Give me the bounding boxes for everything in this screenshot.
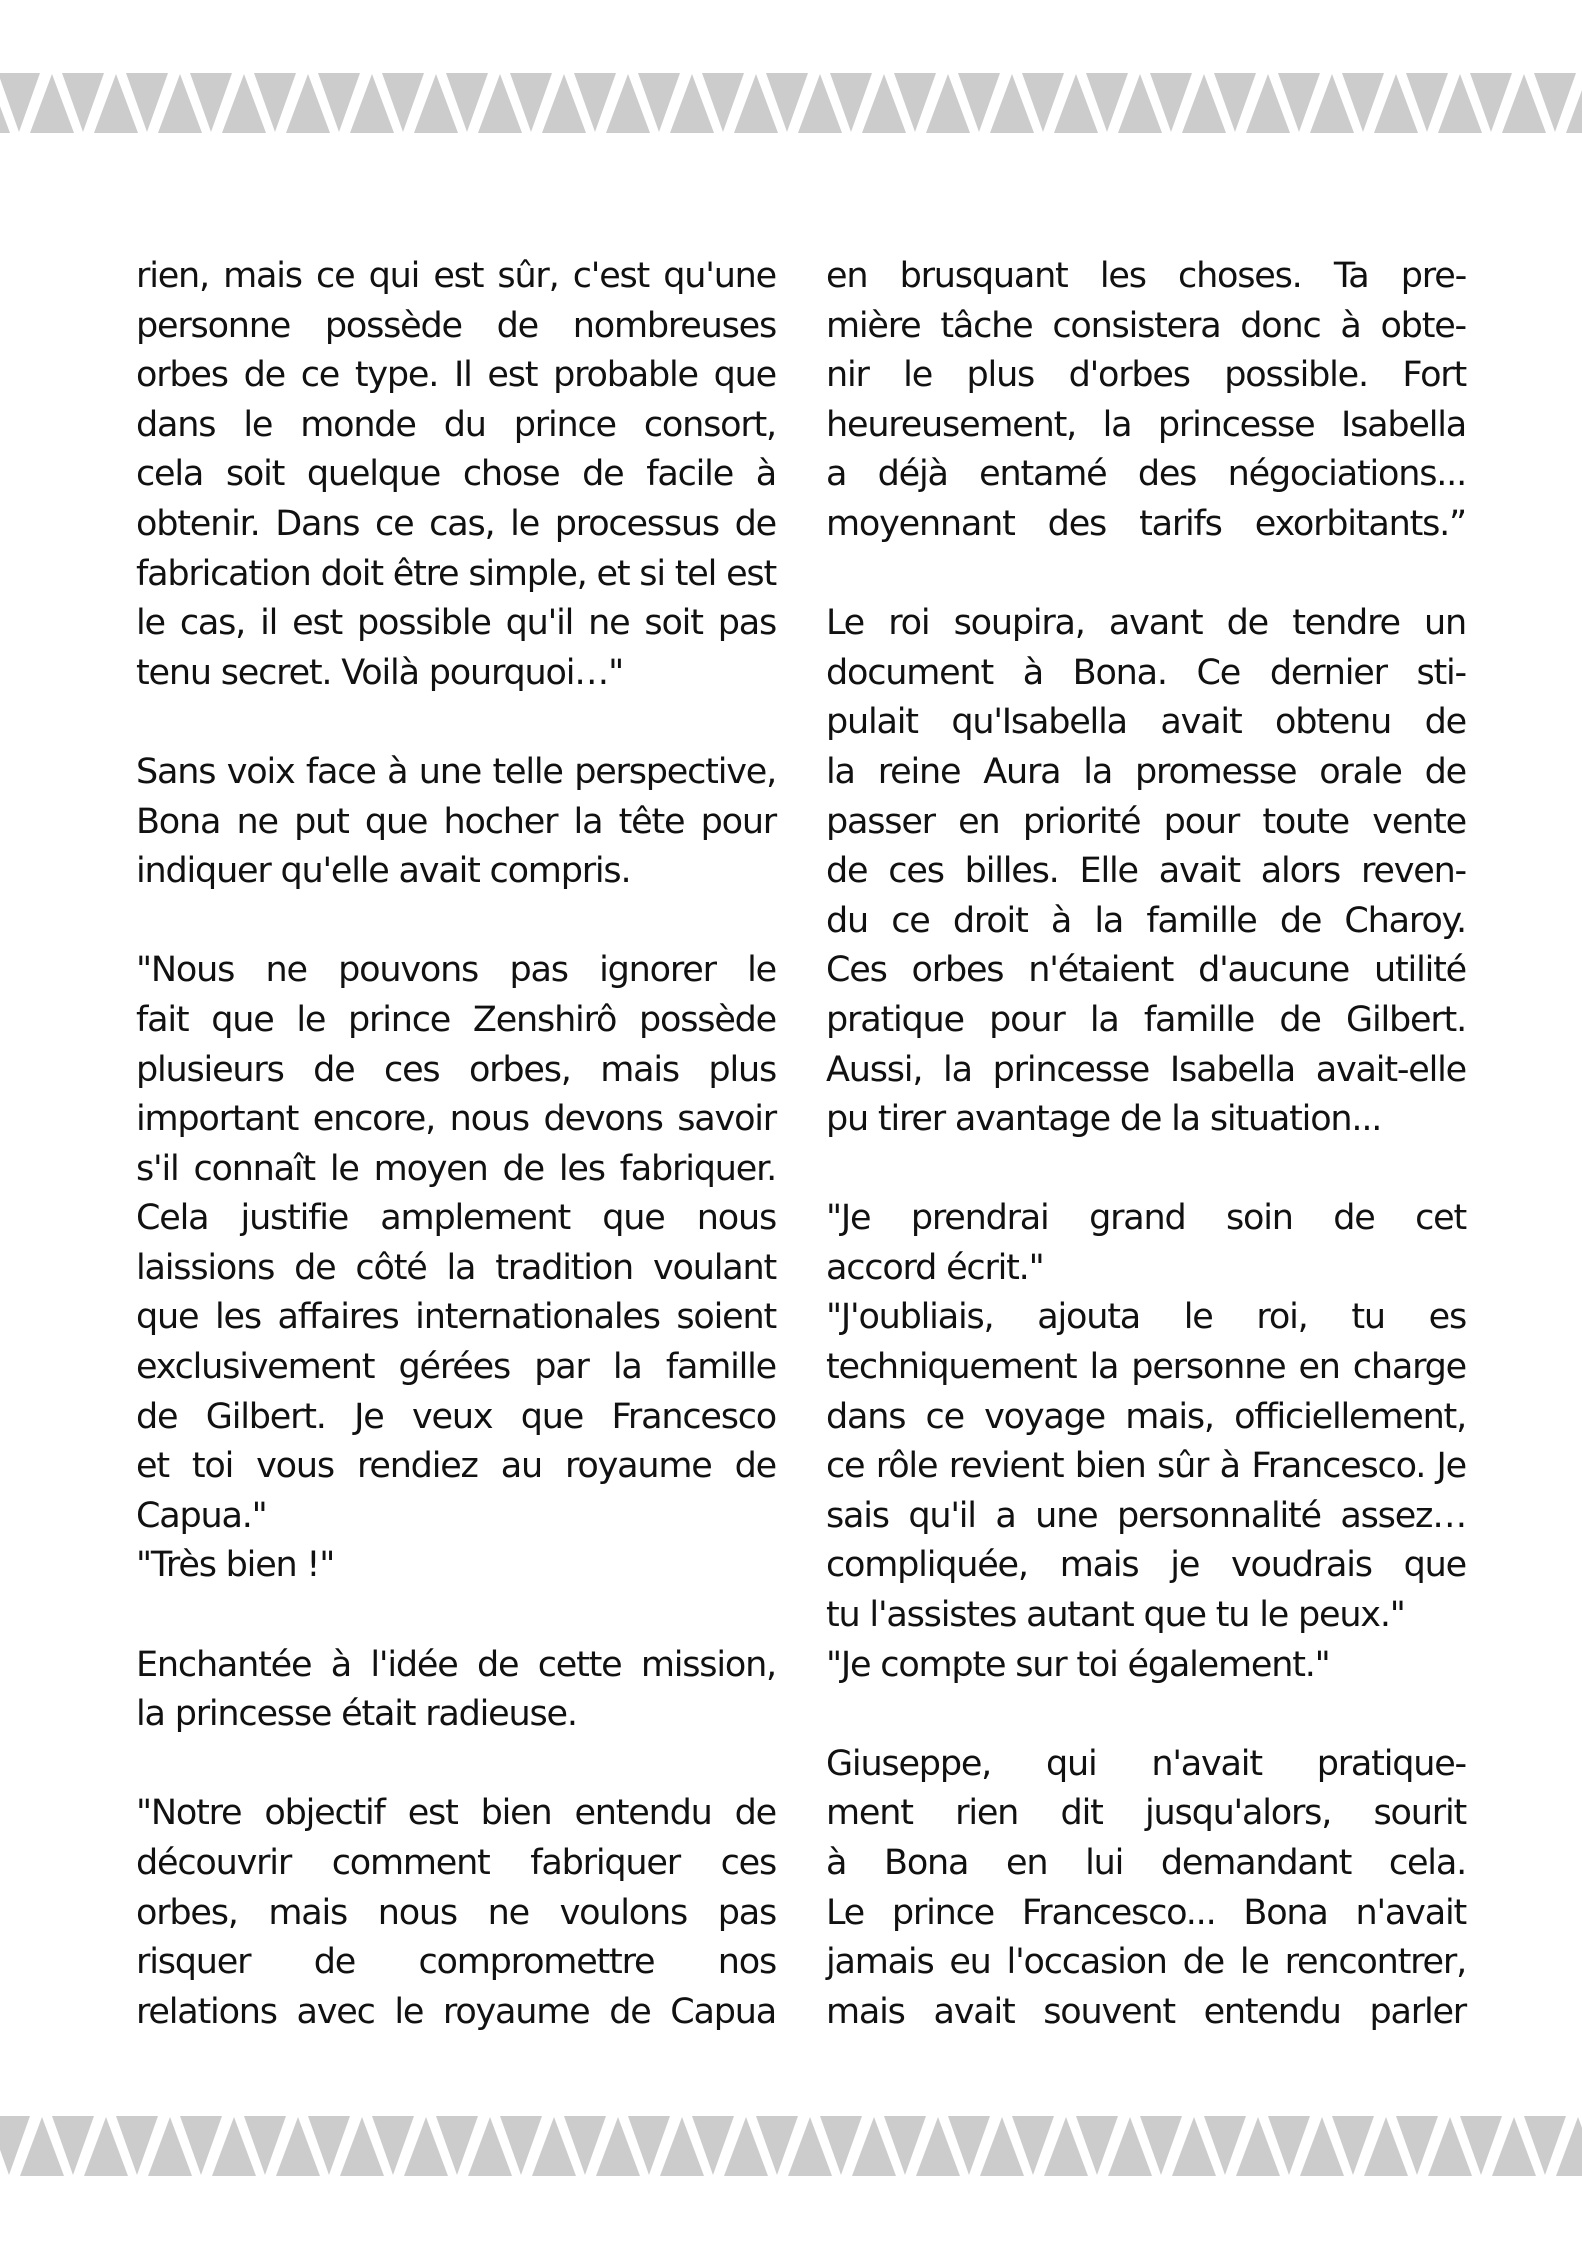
text-line: Ces orbes n'étaient d'aucune utilité <box>826 950 1466 991</box>
text-line: mais avait souvent entendu parler <box>826 1991 1466 2032</box>
paragraph <box>826 1194 1466 1293</box>
text-line: Cela justifie amplement que nous <box>136 1198 776 1239</box>
text-line: "Je compte sur toi également." <box>826 1644 1330 1685</box>
text-line: plusieurs de ces orbes, mais plus <box>136 1049 776 1090</box>
text-line: de ces billes. Elle avait alors reven- <box>826 851 1466 892</box>
left-text-column <box>136 252 776 2087</box>
text-line: personne possède de nombreuses <box>136 305 776 346</box>
text-line: ce rôle revient bien sûr à Francesco. Je <box>826 1446 1466 1487</box>
text-line: jamais eu l'occasion de le rencontrer, <box>826 1942 1466 1983</box>
text-line: cela soit quelque chose de facile à <box>136 454 776 495</box>
text-line: mière tâche consistera donc à obte- <box>826 305 1466 346</box>
text-line: pratique pour la famille de Gilbert. <box>826 999 1466 1040</box>
triangle-pattern-icon <box>0 73 1582 133</box>
text-line: fait que le prince Zenshirô possède <box>136 999 776 1040</box>
text-line: Sans voix face à une telle perspective, <box>136 751 776 792</box>
text-line: heureusement, la princesse Isabella <box>826 404 1466 445</box>
text-line: à Bona en lui demandant cela. <box>826 1843 1466 1883</box>
text-line: pulait qu'Isabella avait obtenu de <box>826 702 1466 743</box>
paragraph <box>136 252 776 698</box>
text-line: de Gilbert. Je veux que Francesco <box>136 1396 776 1437</box>
triangle-pattern-icon <box>0 2116 1582 2176</box>
text-line: passer en priorité pour toute vente <box>826 801 1466 842</box>
text-line: Bona ne put que hocher la tête pour <box>136 801 776 842</box>
text-line: du ce droit à la famille de Charoy. <box>826 900 1466 941</box>
text-line: accord écrit." <box>826 1247 1044 1288</box>
paragraph <box>826 1740 1466 2038</box>
paragraph <box>826 599 1466 1145</box>
text-line: rien, mais ce qui est sûr, c'est qu'une <box>136 256 776 296</box>
text-line: techniquement la personne en charge <box>826 1347 1466 1388</box>
text-line: nir le plus d'orbes possible. Fort <box>826 355 1466 396</box>
text-line: en brusquant les choses. Ta pre- <box>826 256 1466 296</box>
paragraph <box>136 1789 776 2037</box>
text-line: Le prince Francesco... Bona n'avait <box>826 1892 1466 1933</box>
text-line: tu l'assistes autant que tu le peux." <box>826 1595 1405 1636</box>
text-line: Giuseppe, qui n'avait pratique- <box>826 1743 1466 1784</box>
text-line: "Je prendrai grand soin de cet <box>826 1198 1466 1239</box>
text-line: risquer de compromettre nos <box>136 1942 776 1983</box>
paragraph <box>136 946 776 1541</box>
paragraph <box>826 252 1466 550</box>
text-line: sais qu'il a une personnalité assez… <box>826 1495 1466 1536</box>
text-line: exclusivement gérées par la famille <box>136 1347 776 1388</box>
text-line: obtenir. Dans ce cas, le processus de <box>136 503 776 544</box>
text-line: a déjà entamé des négociations... <box>826 454 1466 495</box>
text-line: relations avec le royaume de Capua <box>136 1991 776 2032</box>
text-line: laissions de côté la tradition voulant <box>136 1247 776 1288</box>
text-line: tenu secret. Voilà pourquoi…" <box>136 652 623 693</box>
text-line: dans le monde du prince consort, <box>136 404 776 445</box>
text-line: important encore, nous devons savoir <box>136 1099 776 1140</box>
text-line: "Notre objectif est bien entendu de <box>136 1793 776 1834</box>
text-line: et toi vous rendiez au royaume de <box>136 1446 776 1487</box>
paragraph <box>826 1293 1466 1640</box>
paragraph <box>136 1641 776 1740</box>
text-line: moyennant des tarifs exorbitants.” <box>826 503 1466 544</box>
text-line: "Très bien !" <box>136 1545 335 1586</box>
paragraph <box>136 1541 776 1591</box>
text-line: ment rien dit jusqu'alors, sourit <box>826 1793 1466 1834</box>
text-line: Le roi soupira, avant de tendre un <box>826 603 1466 644</box>
text-line: dans ce voyage mais, officiellement, <box>826 1396 1466 1437</box>
text-line: Capua." <box>136 1495 267 1536</box>
text-line: "Nous ne pouvons pas ignorer le <box>136 950 776 991</box>
text-line: la reine Aura la promesse orale de <box>826 751 1466 792</box>
text-line: le cas, il est possible qu'il ne soit pas <box>136 603 776 644</box>
top-triangle-border <box>0 73 1582 133</box>
text-line: Enchantée à l'idée de cette mission, <box>136 1644 776 1685</box>
text-line: indiquer qu'elle avait compris. <box>136 851 631 892</box>
text-line: orbes de ce type. Il est probable que <box>136 355 776 396</box>
right-text-column <box>826 252 1466 2087</box>
text-line: la princesse était radieuse. <box>136 1694 577 1735</box>
bottom-triangle-border <box>0 2116 1582 2176</box>
text-line: orbes, mais nous ne voulons pas <box>136 1892 776 1933</box>
text-line: compliquée, mais je voudrais que <box>826 1545 1466 1586</box>
paragraph <box>136 748 776 897</box>
paragraph <box>826 1641 1466 1691</box>
text-line: s'il connaît le moyen de les fabriquer. <box>136 1148 776 1189</box>
text-line: document à Bona. Ce dernier sti- <box>826 652 1466 693</box>
text-line: pu tirer avantage de la situation... <box>826 1099 1382 1140</box>
text-line: fabrication doit être simple, et si tel est <box>136 553 776 594</box>
text-line: que les affaires internationales soient <box>136 1297 776 1338</box>
text-line: découvrir comment fabriquer ces <box>136 1843 776 1883</box>
text-line: Aussi, la princesse Isabella avait-elle <box>826 1049 1466 1090</box>
text-line: "J'oubliais, ajouta le roi, tu es <box>826 1297 1466 1338</box>
